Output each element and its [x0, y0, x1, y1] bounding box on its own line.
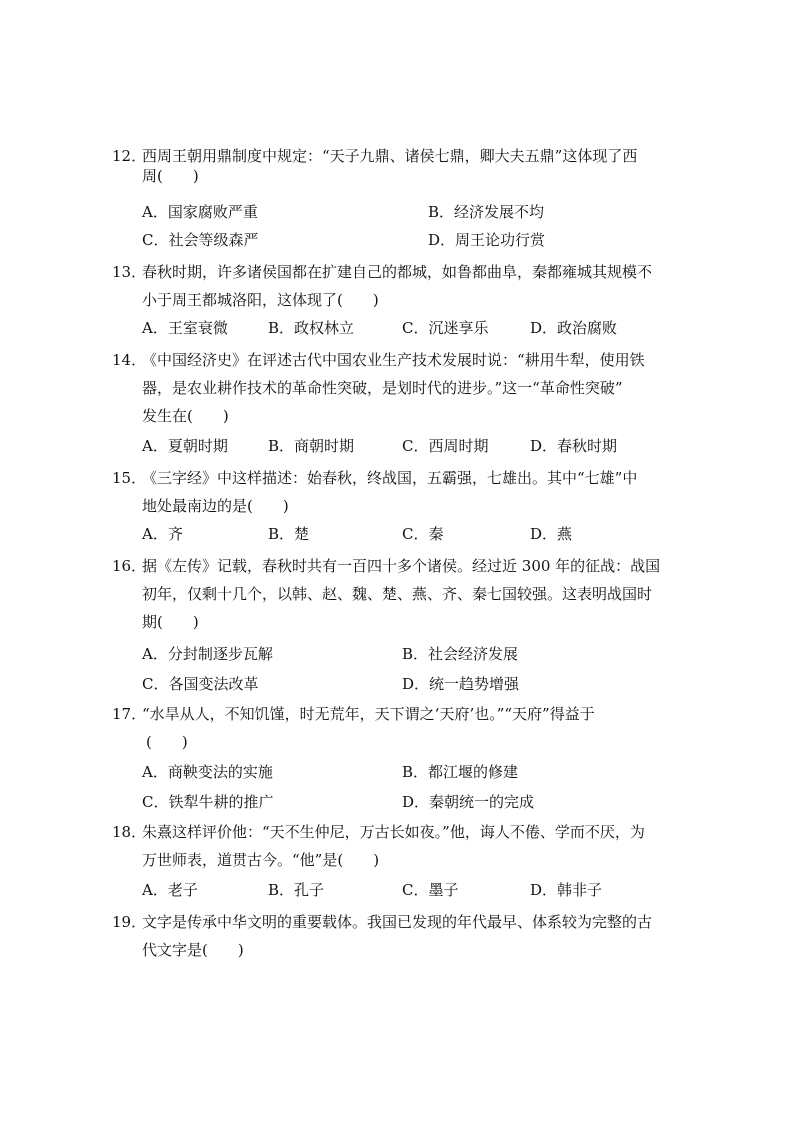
- option-text: 社会等级森严: [168, 231, 259, 249]
- option-b[interactable]: [268, 524, 309, 544]
- option-text: 孔子: [294, 881, 325, 899]
- option-letter: C．: [402, 319, 429, 337]
- question-text-line: 初年，仅剩十几个，以韩、赵、魏、楚、燕、齐、秦七国较强。这表明战国时: [142, 585, 653, 603]
- question-text-line: 器，是农业耕作技术的革命性突破，是划时代的进步。”这一“革命性突破”: [142, 379, 623, 397]
- option-letter: D．: [530, 525, 558, 543]
- question-number: 16．: [112, 557, 147, 575]
- option-c[interactable]: [142, 674, 259, 694]
- option-letter: B．: [268, 319, 295, 337]
- option-letter: B．: [268, 881, 295, 899]
- question-text-line: 《三字经》中这样描述：始春秋，终战国，五霸强，七雄出。其中“七雄”中: [142, 469, 638, 487]
- option-c[interactable]: [402, 436, 489, 456]
- option-a[interactable]: [142, 318, 228, 338]
- option-letter: C．: [142, 231, 169, 249]
- option-text: 夏朝时期: [167, 437, 228, 455]
- option-text: 秦: [428, 525, 444, 543]
- option-letter: B．: [402, 763, 429, 781]
- option-text: 社会经济发展: [428, 645, 519, 663]
- option-letter: C．: [142, 675, 169, 693]
- question-text-line: 《中国经济史》在评述古代中国农业生产技术发展时说：“耕用牛犁，使用铁: [142, 351, 645, 369]
- option-letter: C．: [142, 793, 169, 811]
- option-text: 统一趋势增强: [429, 675, 520, 693]
- question-text-line: “水旱从人，不知饥馑，时无荒年，天下谓之‘天府’也。”“天府”得益于: [142, 705, 595, 723]
- option-letter: B．: [268, 437, 295, 455]
- option-text: 墨子: [428, 881, 459, 899]
- option-b[interactable]: [402, 644, 518, 664]
- option-text: 各国变法改革: [168, 675, 259, 693]
- option-letter: B．: [402, 645, 429, 663]
- option-letter: A．: [142, 319, 168, 337]
- option-b[interactable]: [268, 436, 354, 456]
- question-number: 12．: [112, 147, 147, 165]
- question-text-line: 小于周王都城洛阳，这体现了( ): [142, 291, 379, 309]
- option-d[interactable]: [530, 524, 572, 544]
- option-d[interactable]: [402, 674, 519, 694]
- option-text: 政权林立: [294, 319, 355, 337]
- option-letter: A．: [142, 525, 168, 543]
- option-text: 老子: [167, 881, 198, 899]
- option-letter: D．: [530, 881, 558, 899]
- option-letter: D．: [428, 231, 456, 249]
- option-b[interactable]: [268, 318, 354, 338]
- option-b[interactable]: [428, 202, 544, 222]
- option-letter: A．: [142, 763, 168, 781]
- option-d[interactable]: [530, 880, 602, 900]
- option-letter: A．: [142, 881, 168, 899]
- option-a[interactable]: [142, 644, 273, 664]
- option-b[interactable]: [268, 880, 324, 900]
- option-d[interactable]: [530, 436, 617, 456]
- question-number: 17．: [112, 705, 147, 723]
- question-text-line: 期( ): [142, 613, 199, 631]
- option-letter: D．: [530, 437, 558, 455]
- option-text: 国家腐败严重: [167, 203, 258, 221]
- option-text: 经济发展不均: [454, 203, 545, 221]
- option-text: 楚: [294, 525, 310, 543]
- option-letter: D．: [402, 793, 430, 811]
- question-text-line: 据《左传》记载，春秋时共有一百四十多个诸侯。经过近 300 年的征战：战国: [142, 557, 661, 575]
- option-letter: C．: [402, 525, 429, 543]
- question-text-line: 周( ): [142, 167, 199, 185]
- option-text: 周王论功行赏: [455, 231, 546, 249]
- question-text-line: 发生在( ): [142, 407, 229, 425]
- option-text: 韩非子: [557, 881, 603, 899]
- question-text-line: 朱熹这样评价他：“天不生仲尼，万古长如夜。”他，诲人不倦、学而不厌，为: [142, 823, 645, 841]
- question-text-line: 代文字是( ): [142, 941, 244, 959]
- option-text: 王室衰微: [167, 319, 228, 337]
- option-text: 燕: [557, 525, 573, 543]
- option-text: 都江堰的修建: [428, 763, 519, 781]
- option-d[interactable]: [402, 792, 534, 812]
- option-letter: B．: [428, 203, 455, 221]
- option-b[interactable]: [402, 762, 518, 782]
- option-a[interactable]: [142, 202, 258, 222]
- option-text: 铁犁牛耕的推广: [168, 793, 274, 811]
- option-letter: D．: [530, 319, 558, 337]
- question-text-line: 万世师表，道贯古今。“他”是( ): [142, 851, 380, 869]
- option-letter: D．: [402, 675, 430, 693]
- option-a[interactable]: [142, 880, 198, 900]
- option-letter: C．: [402, 437, 429, 455]
- option-letter: A．: [142, 203, 168, 221]
- question-number: 14．: [112, 351, 147, 369]
- option-letter: C．: [402, 881, 429, 899]
- option-a[interactable]: [142, 762, 273, 782]
- option-c[interactable]: [402, 880, 459, 900]
- option-text: 政治腐败: [557, 319, 618, 337]
- question-text-line: 地处最南边的是( ): [142, 497, 289, 515]
- option-text: 秦朝统一的完成: [429, 793, 535, 811]
- option-c[interactable]: [402, 524, 444, 544]
- question-number: 19．: [112, 913, 147, 931]
- question-text-line: 西周王朝用鼎制度中规定：“天子九鼎、诸侯七鼎，卿大夫五鼎”这体现了西: [142, 147, 638, 165]
- option-text: 商鞅变法的实施: [167, 763, 273, 781]
- option-letter: A．: [142, 645, 168, 663]
- option-d[interactable]: [428, 230, 545, 250]
- option-a[interactable]: [142, 524, 183, 544]
- option-text: 齐: [167, 525, 183, 543]
- option-a[interactable]: [142, 436, 228, 456]
- option-text: 春秋时期: [557, 437, 618, 455]
- option-d[interactable]: [530, 318, 617, 338]
- question-number: 15．: [112, 469, 147, 487]
- question-text-line: 春秋时期，许多诸侯国都在扩建自己的都城，如鲁都曲阜，秦都雍城其规模不: [142, 263, 653, 281]
- option-letter: A．: [142, 437, 168, 455]
- question-number: 13．: [112, 263, 147, 281]
- option-text: 西周时期: [428, 437, 489, 455]
- question-text-line: ( ): [146, 733, 188, 751]
- option-text: 商朝时期: [294, 437, 355, 455]
- option-c[interactable]: [142, 230, 259, 250]
- option-letter: B．: [268, 525, 295, 543]
- option-c[interactable]: [142, 792, 274, 812]
- question-text-line: 文字是传承中华文明的重要载体。我国已发现的年代最早、体系较为完整的古: [142, 913, 653, 931]
- question-number: 18．: [112, 823, 147, 841]
- option-c[interactable]: [402, 318, 489, 338]
- option-text: 分封制逐步瓦解: [167, 645, 273, 663]
- option-text: 沉迷享乐: [428, 319, 489, 337]
